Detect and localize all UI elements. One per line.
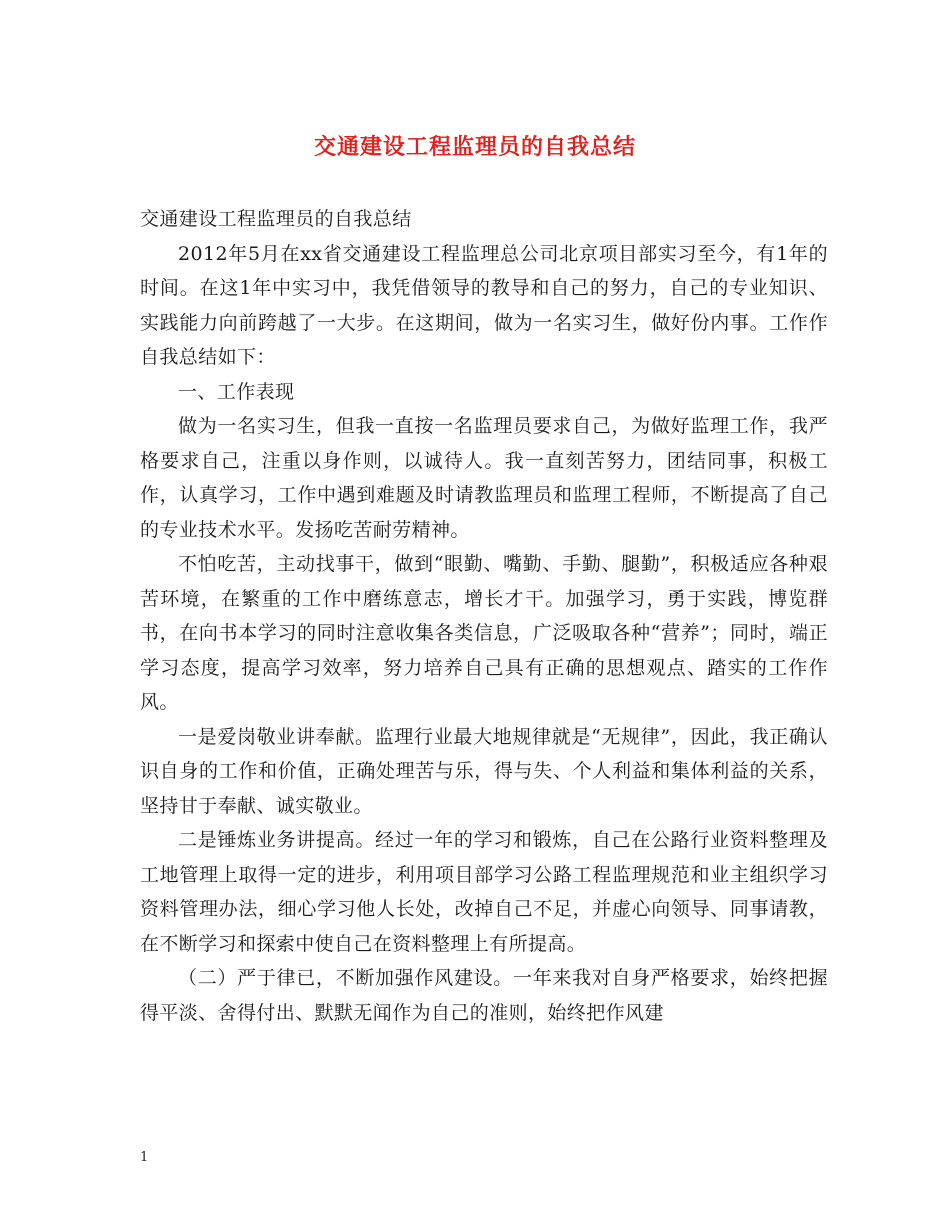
- body-paragraph: 2012年5月在xx省交通建设工程监理总公司北京项目部实习至今，有1年的时间。在这1年中实习中，我凭借领导的教导和自己的努力，自己的专业知识、实践能力向前跨越了一大步。在这期间，做为一名实习生，做好份内事。工作作自我总结如下：: [140, 242, 828, 368]
- page-number: 1: [140, 1150, 149, 1165]
- body-paragraph: （二）严于律已，不断加强作风建设。一年来我对自身严格要求，始终把握得平淡、舍得付出、默默无闻作为自己的准则，始终把作风建: [140, 967, 828, 1024]
- document-title: 交通建设工程监理员的自我总结: [313, 135, 636, 160]
- document-body: [140, 202, 828, 1030]
- body-paragraph: 一是爱岗敬业讲奉献。监理行业最大地规律就是“无规律”，因此，我正确认识自身的工作和价值，正确处理苦与乐，得与失、个人利益和集体利益的关系，坚持甘于奉献、诚实敬业。: [140, 725, 828, 817]
- body-paragraph: 二是锤炼业务讲提高。经过一年的学习和锻炼，自己在公路行业资料整理及工地管理上取得一定的进步，利用项目部学习公路工程监理规范和业主组织学习资料管理办法，细心学习他人长处，改掉自己不足，并虚心向领导、同事请教，在不断学习和探索中使自己在资料整理上有所提高。: [140, 829, 828, 955]
- body-paragraph: 做为一名实习生，但我一直按一名监理员要求自己，为做好监理工作，我严格要求自己，注重以身作则，以诚待人。我一直刻苦努力，团结同事，积极工作，认真学习，工作中遇到难题及时请教监理员和监理工程师，不断提高了自己的专业技术水平。发扬吃苦耐劳精神。: [140, 415, 828, 541]
- body-paragraph: 交通建设工程监理员的自我总结: [140, 208, 412, 230]
- body-paragraph: 一、工作表现: [178, 380, 295, 403]
- body-paragraph: 不怕吃苦，主动找事干，做到“眼勤、嘴勤、手勤、腿勤”，积极适应各种艰苦环境，在繁重的工作中磨练意志，增长才干。加强学习，勇于实践，博览群书，在向书本学习的同时注意收集各类信息，广泛吸取各种“营养”；同时，端正学习态度，提高学习效率，努力培养自己具有正确的思想观点、踏实的工作作风。: [140, 553, 828, 713]
